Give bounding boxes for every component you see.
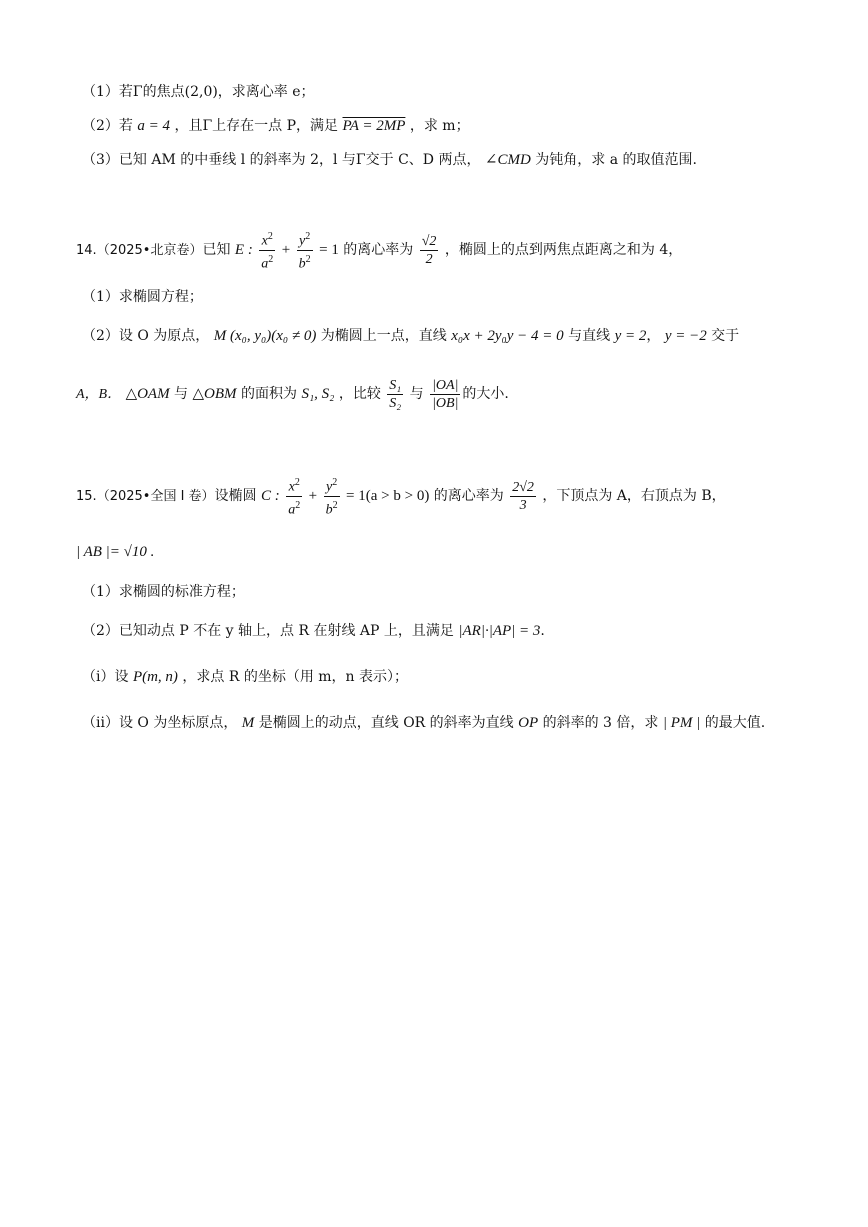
p15-q2-condition: |AR|·|AP| = 3 — [458, 623, 541, 639]
p15-qii-m: M — [241, 715, 255, 731]
p15-qii-mid2: 的斜率的 3 倍，求 — [542, 715, 659, 731]
p14-q2b-with: 与 — [409, 386, 424, 402]
p15-question-1: （1）求椭圆的标准方程； — [82, 584, 245, 600]
p15-source: （2025•全国 Ⅰ 卷） — [96, 489, 215, 505]
p15-question-2 — [82, 621, 545, 641]
p15-ellipse-name: C : — [261, 488, 280, 505]
p14-q2-comma: ， — [646, 328, 661, 344]
p14-q2b-areas: S₁, S₂ — [301, 386, 335, 402]
p15-qii-op: OP — [518, 715, 539, 731]
p14-q2b-compare: ，比较 — [338, 386, 381, 402]
p14-q2-mid2: 与直线 — [568, 328, 611, 344]
p15-eccentricity-text: 的离心率为 — [433, 488, 504, 505]
p14-number: 14. — [76, 243, 97, 259]
p14-q2b-fraction-oa-ob — [430, 377, 460, 412]
p14-q2-mid: 为椭圆上一点，直线 — [320, 328, 447, 344]
p15-q2-end: . — [540, 623, 545, 639]
p14-frac-oa-num: |OA| — [432, 377, 459, 393]
p13-q2-condition-a: a = 4 — [137, 118, 170, 134]
p13-question-3 — [82, 150, 697, 170]
p14-q2b-points: A，B． — [76, 387, 122, 402]
p15-question-i — [82, 667, 408, 687]
p13-q3-prefix: （3）已知 AM 的中垂线 l 的斜率为 2，l 与Γ交于 C、D 两点， — [82, 152, 481, 168]
p14-q2-point: M (x₀, y₀)(x₀ ≠ 0) — [213, 328, 317, 344]
p14-equation-rhs: = 1 — [319, 242, 339, 259]
p13-q2-suffix: ，求 m； — [409, 118, 470, 134]
p14-question-2 — [82, 326, 739, 346]
p13-q2-prefix: （2）若 — [82, 118, 133, 134]
p14-q2b-end: 的大小. — [462, 386, 509, 402]
p13-q3-suffix: 为钝角，求 a 的取值范围. — [535, 152, 697, 168]
p14-eccentricity-text: 的离心率为 — [343, 242, 414, 259]
p15-qi-point: P(m, n) — [132, 669, 178, 685]
p14-ecc-den: 2 — [425, 251, 433, 267]
p14-eccentricity-value — [420, 233, 439, 268]
p15-question-ii — [82, 713, 765, 733]
p15-qii-prefix: （ii）设 O 为坐标原点， — [82, 715, 238, 731]
p15-fraction-x: $\frac{x^2}{a^2}$ — [286, 474, 302, 518]
p15-ecc-den: 3 — [519, 497, 527, 513]
p14-q2b-triangle-oam: △OAM — [125, 386, 170, 402]
p15-equation-rhs: = 1(a > b > 0) — [346, 488, 430, 505]
p15-qi-prefix: （i）设 — [82, 669, 129, 685]
p14-q2-line-eq: x₀x + 2y₀y − 4 = 0 — [451, 328, 564, 344]
p14-q2-line-y2: y = 2 — [614, 328, 647, 344]
p14-frac-ob-den: |OB| — [432, 395, 459, 411]
p14-ecc-num: √2 — [421, 233, 437, 249]
p14-q2b-fraction-s — [387, 377, 403, 412]
p15-qii-end: 的最大值. — [704, 715, 766, 731]
p14-ellipse-name: E : — [234, 242, 253, 259]
p14-q2b-and: 与 — [174, 386, 189, 402]
p15-stem: 15.（2025•全国 Ⅰ 卷）设椭圆 C : $\frac{x^2}{a^2}$ + $\frac{y^2}{b^2}$ = 1(a > b > 0) 的离心率为 $\frac{2√2}{3}$ ，下顶点为 A，右顶点为 B， — [76, 474, 726, 518]
p15-ecc-num: 2√2 — [512, 479, 534, 495]
p15-fraction-y: $\frac{y^2}{b^2}$ — [324, 474, 340, 518]
p15-qii-pm: | PM | — [662, 715, 701, 731]
p14-q2-prefix: （2）设 O 为原点， — [82, 328, 210, 344]
p13-q3-angle: ∠CMD — [484, 152, 531, 168]
p15-ab-equation: | AB |= √10 . — [76, 544, 155, 560]
p14-q2b-triangle-obm: △OBM — [192, 386, 237, 402]
p14-fraction-y: $\frac{y^2}{b^2}$ — [297, 228, 313, 272]
p15-qi-suffix: ，求点 R 的坐标（用 m，n 表示）； — [182, 669, 409, 685]
p15-number: 15. — [76, 489, 97, 505]
p14-frac-s-den: S₂ — [389, 395, 402, 411]
p14-intro: 已知 — [202, 242, 231, 259]
p14-q2b-area-text: 的面积为 — [240, 386, 297, 402]
p14-stem: 14.（2025•北京卷）已知 E : $\frac{x^2}{a^2}$ + $\frac{y^2}{b^2}$ = 1 的离心率为 $\frac{√2}{2}$ ，椭圆上的点到两焦点距离之和为 4， — [76, 228, 682, 272]
p14-question-2-cont — [76, 374, 509, 415]
p14-stem-tail: ，椭圆上的点到两焦点距离之和为 4， — [444, 242, 683, 259]
p15-eccentricity-value — [510, 479, 536, 514]
p13-q2-mid: ，且Γ上存在一点 P，满足 — [174, 118, 339, 134]
p14-question-1: （1）求椭圆方程； — [82, 289, 203, 305]
p15-q2-prefix: （2）已知动点 P 不在 y 轴上，点 R 在射线 AP 上，且满足 — [82, 623, 454, 639]
p15-intro: 设椭圆 — [214, 488, 257, 505]
p13-question-2 — [82, 116, 470, 136]
p14-q2-end: 交于 — [711, 328, 740, 344]
p15-stem-tail: ，下顶点为 A，右顶点为 B， — [542, 488, 726, 505]
p14-source: （2025•北京卷） — [96, 243, 203, 259]
p15-qii-mid: 是椭圆上的动点，直线 OR 的斜率为直线 — [258, 715, 514, 731]
p13-question-1: （1）若Γ的焦点(2,0)，求离心率 e； — [82, 84, 315, 100]
p14-frac-s-num: S₁ — [389, 377, 402, 393]
p14-q2-line-ym2: y = −2 — [664, 328, 707, 344]
p13-q2-vector-equation: PA = 2MP — [342, 118, 406, 134]
p14-fraction-x: $\frac{x^2}{a^2}$ — [259, 228, 275, 272]
p15-ab-length — [76, 542, 154, 562]
